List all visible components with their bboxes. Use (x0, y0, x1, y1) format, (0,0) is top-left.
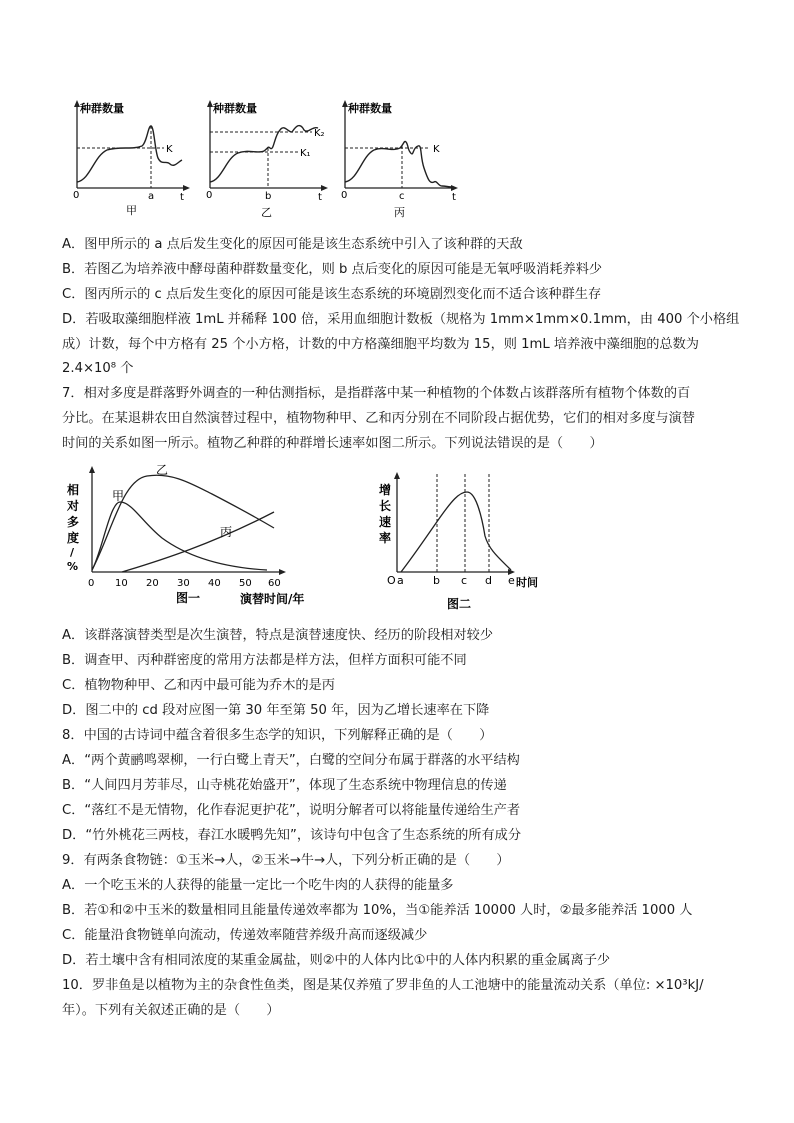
fig1-tick: 60 (268, 578, 281, 589)
fig1-tick: 50 (239, 578, 252, 589)
fig2-y-label (379, 482, 391, 545)
q6-option-a: A．图甲所示的 a 点后发生变化的原因可能是该生态系统中引入了该种群的天敌 (62, 237, 523, 252)
q7-stem-line1: 7．相对多度是群落野外调查的一种估测指标，是指群落中某一种植物的个体数占该群落所有植物个体数的百 (62, 386, 691, 401)
panel-bing-origin: 0 (341, 190, 348, 201)
fig2-mark: b (433, 574, 440, 587)
fig2-mark: c (461, 574, 468, 587)
fig1-label-yi: 乙 (156, 463, 169, 477)
panel-jia-mark: a (148, 191, 155, 202)
fig2-caption: 图二 (447, 597, 472, 611)
q7-stem-line2: 分比。在某退耕农田自然演替过程中，植物物种甲、乙和丙分别在不同阶段占据优势，它们的相对多度与演替 (62, 411, 695, 426)
panel-jia-caption: 甲 (126, 204, 137, 217)
figure-two-growth-rate (375, 468, 555, 618)
q9-option-b: B．若①和②中玉米的数量相同且能量传递效率都为 10%，当①能养活 10000 人时，②最多能养活 1000 人 (62, 903, 693, 918)
fig2-y-char: 增 (379, 483, 392, 497)
fig1-y-char: 多 (67, 515, 80, 529)
panel-bing-caption: 丙 (394, 206, 405, 219)
fig2-x-marks (397, 574, 515, 587)
fig2-origin: O (387, 574, 396, 587)
panel-jia-ylabel: 种群数量 (80, 102, 124, 115)
panel-jia-origin: 0 (73, 190, 80, 201)
panel-yi-mark: b (265, 191, 272, 202)
q7-option-c: C．植物物种甲、乙和丙中最可能为乔木的是丙 (62, 678, 335, 693)
q7-option-d: D．图二中的 cd 段对应图一第 30 年至第 50 年，因为乙增长速率在下降 (62, 703, 490, 718)
q6-option-d-line3: 2.4×10⁸ 个 (62, 361, 134, 376)
q10-stem-line1: 10．罗非鱼是以植物为主的杂食性鱼类，图是某仅养殖了罗非鱼的人工池塘中的能量流动关系（单位: ×10³kJ/ (62, 978, 704, 993)
q9-option-c: C．能量沿食物链单向流动，传递效率随营养级升高而逐级减少 (62, 928, 428, 943)
q8-option-c: C．“落红不是无情物，化作春泥更护花”，说明分解者可以将能量传递给生产者 (62, 803, 521, 818)
fig1-tick: 40 (208, 578, 221, 589)
population-curves-figure (62, 96, 472, 226)
panel-jia-xlabel: t (180, 192, 184, 203)
fig2-mark: d (485, 574, 492, 587)
fig1-caption: 图一 (176, 591, 201, 605)
panel-jia (73, 100, 190, 217)
fig2-mark: e (508, 574, 515, 587)
panel-yi-origin: 0 (206, 190, 213, 201)
q6-option-d-line2: 成）计数，每个中方格有 25 个小方格，计数的中方格藻细胞平均数为 15，则 1mL 培养液中藻细胞的总数为 (62, 337, 699, 352)
fig1-y-char: / (70, 546, 75, 559)
q7-option-a: A．该群落演替类型是次生演替，特点是演替速度快、经历的阶段相对较少 (62, 628, 494, 643)
panel-yi-k1: K₁ (300, 148, 311, 159)
panel-yi (206, 100, 328, 219)
q7-option-b: B．调查甲、丙种群密度的常用方法都是样方法，但样方面积可能不同 (62, 653, 467, 668)
panel-yi-caption: 乙 (261, 206, 272, 219)
fig1-tick: 20 (146, 578, 159, 589)
panel-yi-ylabel: 种群数量 (213, 102, 257, 115)
fig1-tick: 30 (177, 578, 190, 589)
fig1-tick: 0 (88, 578, 95, 589)
panel-bing (341, 100, 458, 219)
q10-stem-line2: 年）。下列有关叙述正确的是（ ） (62, 1003, 280, 1018)
q8-option-d: D．“竹外桃花三两枝，春江水暖鸭先知”，该诗句中包含了生态系统的所有成分 (62, 828, 522, 843)
fig1-y-label (66, 482, 79, 573)
panel-bing-xlabel: t (452, 192, 456, 203)
fig1-y-char: 对 (67, 499, 80, 513)
fig1-label-jia: 甲 (112, 489, 125, 503)
q8-option-a: A．“两个黄鹂鸣翠柳，一行白鹭上青天”，白鹭的空间分布属于群落的水平结构 (62, 753, 520, 768)
q8-stem: 8．中国的古诗词中蕴含着很多生态学的知识，下列解释正确的是（ ） (62, 728, 493, 743)
q9-option-d: D．若土壤中含有相同浓度的某重金属盐，则②中的人体内比①中的人体内积累的重金属离子少 (62, 953, 611, 968)
panel-bing-ylabel: 种群数量 (348, 102, 392, 115)
q7-stem-line3: 时间的关系如图一所示。植物乙种群的种群增长速率如图二所示。下列说法错误的是（ ） (62, 436, 603, 451)
fig2-y-char: 率 (379, 531, 392, 545)
fig1-y-char: % (67, 560, 79, 573)
q9-option-a: A．一个吃玉米的人获得的能量一定比一个吃牛肉的人获得的能量多 (62, 878, 454, 893)
fig1-tick: 10 (115, 578, 128, 589)
q6-option-d-line1: D．若吸取藻细胞样液 1mL 并稀释 100 倍，采用血细胞计数板（规格为 1mm×1mm×0.1mm，由 400 个小格组 (62, 312, 740, 327)
panel-yi-k2: K₂ (314, 128, 325, 139)
fig1-x-title: 演替时间/年 (240, 592, 305, 606)
fig1-x-ticks (88, 578, 281, 589)
q6-option-c: C．图丙所示的 c 点后发生变化的原因可能是该生态系统的环境剧烈变化而不适合该种群生存 (62, 287, 602, 302)
panel-jia-k: K (166, 144, 173, 155)
fig1-series-jia (92, 502, 267, 570)
panel-bing-mark: c (399, 191, 405, 202)
fig2-y-char: 长 (379, 499, 392, 513)
panel-bing-k: K (433, 144, 440, 155)
fig1-y-char: 相 (67, 483, 80, 497)
panel-yi-xlabel: t (318, 192, 322, 203)
fig2-mark: a (397, 574, 404, 587)
q8-option-b: B．“人间四月芳菲尽，山寺桃花始盛开”，体现了生态系统中物理信息的传递 (62, 778, 507, 793)
fig1-y-char: 度 (67, 531, 80, 545)
fig2-y-char: 速 (379, 515, 392, 529)
q9-stem: 9．有两条食物链：①玉米→人，②玉米→牛→人，下列分析正确的是（ ） (62, 853, 510, 868)
fig1-label-bing: 丙 (220, 525, 233, 539)
fig2-curve (401, 492, 511, 572)
q6-option-b: B．若图乙为培养液中酵母菌种群数量变化，则 b 点后变化的原因可能是无氧呼吸消耗养料少 (62, 262, 603, 277)
figure-one-relative-abundance (62, 462, 342, 622)
fig2-x-title: 时间 (516, 576, 538, 589)
